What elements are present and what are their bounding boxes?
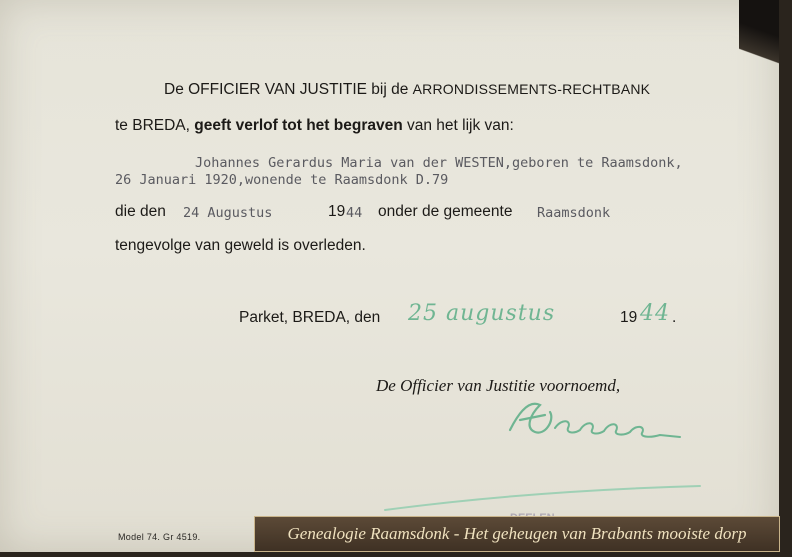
- lijk-van-text: van het lijk van:: [402, 117, 514, 134]
- signature-caption: De Officier van Justitie voornoemd,: [376, 376, 621, 395]
- typed-municipality: Raamsdonk: [537, 205, 611, 221]
- permission-line: [115, 117, 514, 135]
- typed-year-suffix: 44: [346, 205, 363, 221]
- handwritten-signature: [500, 390, 700, 450]
- parket-period: .: [672, 309, 677, 326]
- header-line: [164, 81, 650, 99]
- tengevolge-line: tengevolge van geweld is overleden.: [115, 237, 366, 254]
- die-den-label: die den: [115, 203, 166, 220]
- handwritten-year: 44: [640, 301, 670, 326]
- header-court: ARRONDISSEMENTS-RECHTBANK: [412, 81, 651, 97]
- parket-year-prefix: 19: [620, 309, 638, 326]
- model-number: Model 74. Gr 4519.: [118, 532, 201, 542]
- banner-text: Genealogie Raamsdonk - Het geheugen van Brabants mooiste dorp: [287, 524, 747, 543]
- typed-birth-line: 26 Januari 1920,wonende te Raamsdonk D.79: [115, 172, 449, 188]
- header-prefix: De: [164, 81, 189, 98]
- page-corner: [739, 0, 779, 90]
- watermark-banner: [254, 516, 780, 552]
- handwritten-date: 25 augustus: [408, 301, 556, 326]
- typed-death-date: 24 Augustus: [183, 205, 273, 221]
- typed-name-line: Johannes Gerardus Maria van der WESTEN,geboren te Raamsdonk,: [195, 155, 683, 171]
- header-bij-de: bij de: [366, 81, 413, 98]
- header-officier: OFFICIER VAN JUSTITIE: [188, 81, 367, 98]
- parket-label: Parket, BREDA, den: [239, 309, 381, 326]
- te-breda: te BREDA,: [115, 117, 195, 134]
- verlof-text: geeft verlof tot het begraven: [194, 117, 403, 134]
- year-prefix-19: 19: [328, 203, 346, 220]
- onder-gemeente-label: onder de gemeente: [378, 203, 513, 220]
